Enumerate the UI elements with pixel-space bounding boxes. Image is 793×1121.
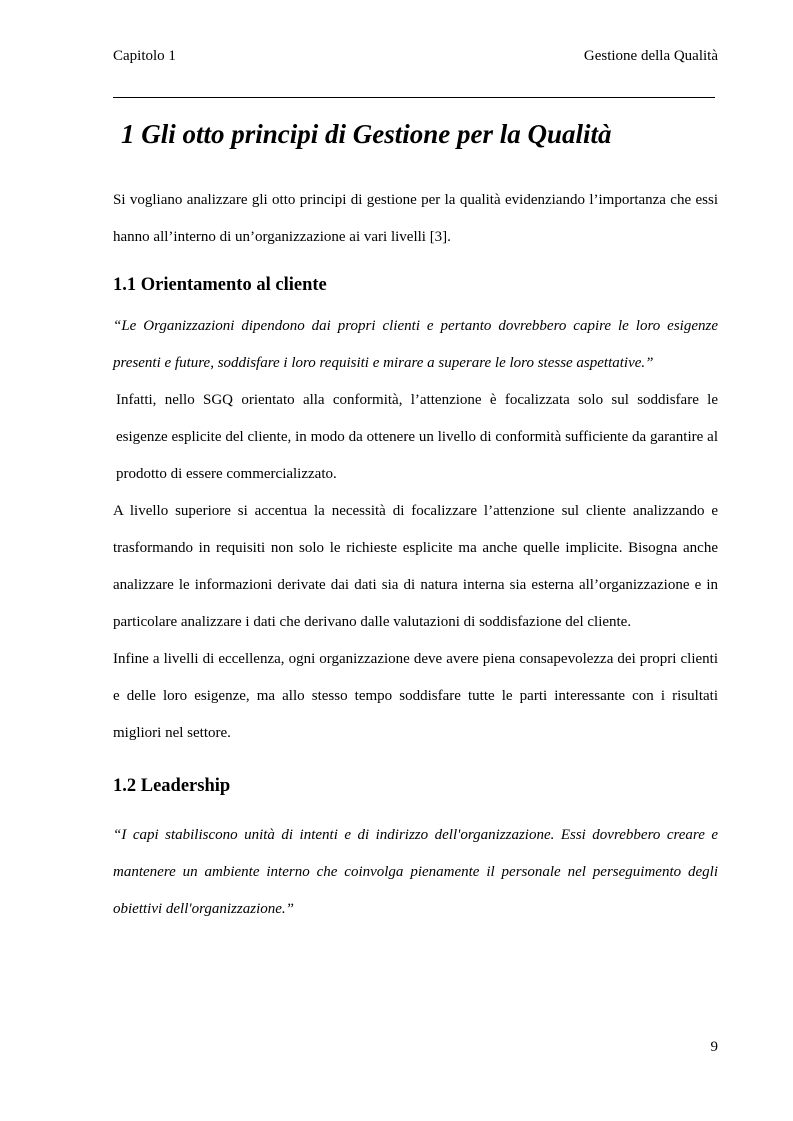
section-quote-leadership: “I capi stabiliscono unità di intenti e di indirizzo dell'organizzazione. Essi dovrebbero creare e mantenere un ambiente interno che coinvolga pienamente il personale nel perseguimento degli obiettivi dell'organizzazione.” [113, 827, 718, 917]
section-heading-orientamento: 1.1 Orientamento al cliente [113, 275, 327, 295]
paragraph: Infatti, nello SGQ orientato alla conformità, l’attenzione è focalizzata solo sul soddisfare le esigenze esplicite del cliente, in modo da ottenere un livello di conformità sufficiente da garantire al prodotto di essere commercializzato. [116, 392, 718, 482]
body-text [113, 182, 718, 928]
running-header-title: Gestione della Qualità [583, 48, 718, 64]
section-heading-leadership: 1.2 Leadership [113, 776, 231, 796]
chapter-title: 1 Gli otto principi di Gestione per la Qualità [121, 119, 612, 149]
running-header-chapter: Capitolo 1 [113, 48, 176, 64]
paragraph: A livello superiore si accentua la necessità di focalizzare l’attenzione sul cliente analizzando e trasformando in requisiti non solo le richieste esplicite ma anche quelle implicite. Bisogna anche analizzare le informazioni derivate dai dati sia di natura interna sia esterna all’organizzazione e in particolare analizzare i dati che derivano dalle valutazioni di soddisfazione del cliente. [113, 503, 718, 630]
paragraph: Infine a livelli di eccellenza, ogni organizzazione deve avere piena consapevolezza dei propri clienti e delle loro esigenze, ma allo stesso tempo soddisfare tutte le parti interessante con i risultati migliori nel settore. [113, 651, 718, 741]
intro-paragraph: Si vogliano analizzare gli otto principi di gestione per la qualità evidenziando l’importanza che essi hanno all’interno di un’organizzazione ai vari livelli [3]. [113, 192, 718, 245]
header-rule [113, 97, 715, 98]
page-number: 9 [710, 1039, 718, 1055]
section-quote-orientamento: “Le Organizzazioni dipendono dai propri clienti e pertanto dovrebbero capire le loro esigenze presenti e future, soddisfare i loro requisiti e mirare a superare le loro stesse aspettative.” [113, 318, 718, 371]
